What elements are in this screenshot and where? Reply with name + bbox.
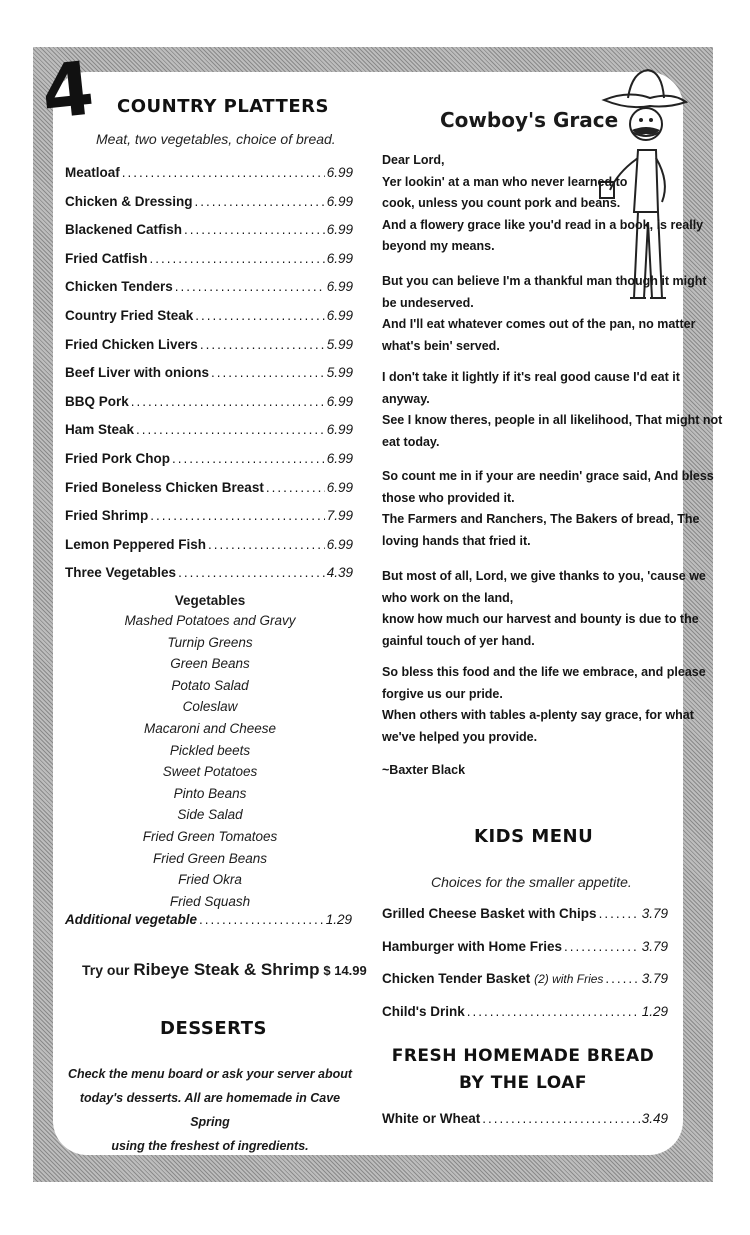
vegetable-item: Coleslaw bbox=[182, 699, 238, 715]
kids-menu-item: Child's Drink ..... 1.29 bbox=[382, 1004, 668, 1019]
vegetable-item: Pickled beets bbox=[169, 742, 251, 758]
country-platters-title: COUNTRY PLATTERS bbox=[117, 96, 329, 117]
special-price: $ 14.99 bbox=[323, 963, 367, 978]
platter-item: Fried Pork Chop ..... 6.99 bbox=[65, 451, 353, 466]
special-name: Ribeye Steak & Shrimp bbox=[133, 960, 320, 979]
platter-item: BBQ Pork ..... 6.99 bbox=[65, 394, 353, 409]
vegetable-item: Side Salad bbox=[177, 807, 243, 823]
ribeye-special: Try our Ribeye Steak & Shrimp $ 14.99 bbox=[82, 960, 367, 979]
grace-stanza-2: But you can believe I'm a thankful man though it might be undeserved. And I'll eat whatever comes out of the pan, no matter what's bein' served. bbox=[382, 274, 707, 353]
platter-item: Chicken Tenders ..... 6.99 bbox=[65, 279, 353, 294]
vegetable-item: Macaroni and Cheese bbox=[143, 721, 277, 736]
platter-item: Fried Chicken Livers ..... 5.99 bbox=[65, 337, 353, 352]
grace-stanza-1: Dear Lord, Yer lookin' at a man who never learned to cook, unless you count pork and beans. And a flowery grace like you'd read in a book, is really beyond my means. bbox=[382, 153, 704, 253]
vegetables-title: Vegetables bbox=[174, 593, 246, 608]
kids-menu-item: Hamburger with Home Fries ..... 3.79 bbox=[382, 939, 668, 954]
kids-menu-item: Chicken Tender Basket (2) with Fries ..... 3.79 bbox=[382, 971, 668, 986]
kids-menu-item: Grilled Cheese Basket with Chips ..... 3.79 bbox=[382, 906, 668, 921]
desserts-title: DESSERTS bbox=[160, 1018, 267, 1039]
platter-item: Fried Catfish ..... 6.99 bbox=[65, 251, 353, 266]
grace-stanza-5: But most of all, Lord, we give thanks to you, 'cause we who work on the land, know how much our harvest and bounty is due to the gainful touch of yer hand. bbox=[382, 569, 706, 648]
country-platters-subtitle: Meat, two vegetables, choice of bread. bbox=[96, 131, 336, 147]
vegetable-item: Sweet Potatoes bbox=[162, 764, 258, 780]
vegetable-item: Fried Green Tomatoes bbox=[142, 829, 278, 844]
platter-item: Lemon Peppered Fish ..... 6.99 bbox=[65, 537, 353, 552]
bread-item: White or Wheat ..... 3.49 bbox=[382, 1111, 668, 1126]
vegetable-item: Fried Okra bbox=[178, 872, 242, 888]
platter-item: Chicken & Dressing ..... 6.99 bbox=[65, 194, 353, 209]
vegetable-item: Turnip Greens bbox=[167, 634, 253, 650]
kids-menu-title: KIDS MENU bbox=[474, 826, 594, 847]
desserts-note: Check the menu board or ask your server about today's desserts. All are homemade in Cave Spring using the freshest of ingredients. bbox=[67, 1067, 353, 1153]
vegetable-item: Fried Squash bbox=[169, 893, 251, 909]
kids-menu-subtitle: Choices for the smaller appetite. bbox=[431, 874, 632, 890]
page-number: 4 bbox=[37, 45, 98, 137]
bread-title: FRESH HOMEMADE BREAD BY THE LOAF bbox=[391, 1046, 655, 1093]
cowboys-grace-title: Cowboy's Grace bbox=[440, 108, 619, 132]
platter-item: Ham Steak ..... 6.99 bbox=[65, 422, 353, 437]
vegetable-item: Pinto Beans bbox=[173, 785, 247, 801]
platter-item: Fried Boneless Chicken Breast ..... 6.99 bbox=[65, 480, 353, 495]
platter-item: Blackened Catfish ..... 6.99 bbox=[65, 222, 353, 237]
platter-item: Three Vegetables ..... 4.39 bbox=[65, 565, 353, 580]
vegetable-item: Mashed Potatoes and Gravy bbox=[124, 613, 296, 628]
grace-author: ~Baxter Black bbox=[382, 763, 466, 777]
vegetable-item: Green Beans bbox=[170, 656, 250, 672]
platter-item: Country Fried Steak ..... 6.99 bbox=[65, 308, 353, 323]
platter-item: Beef Liver with onions ..... 5.99 bbox=[65, 365, 353, 380]
vegetable-item: Potato Salad bbox=[171, 677, 249, 693]
platter-item: Meatloaf ..... 6.99 bbox=[65, 165, 353, 180]
vegetable-item: Fried Green Beans bbox=[152, 850, 268, 866]
platter-item: Fried Shrimp ..... 7.99 bbox=[65, 508, 353, 523]
grace-stanza-6: So bless this food and the life we embrace, and please forgive us our pride. When others with tables a-plenty say grace, for what we've helped you provide. bbox=[382, 665, 706, 744]
grace-stanza-3: I don't take it lightly if it's real good cause I'd eat it anyway. See I know theres, people in all likelihood, That might not eat today. bbox=[382, 370, 723, 449]
additional-vegetable-item: Additional vegetable ..... 1.29 bbox=[65, 912, 352, 927]
grace-stanza-4: So count me in if your are needin' grace said, And bless those who provided it. The Farmers and Ranchers, The Bakers of bread, The loving hands that fried it. bbox=[382, 469, 714, 548]
